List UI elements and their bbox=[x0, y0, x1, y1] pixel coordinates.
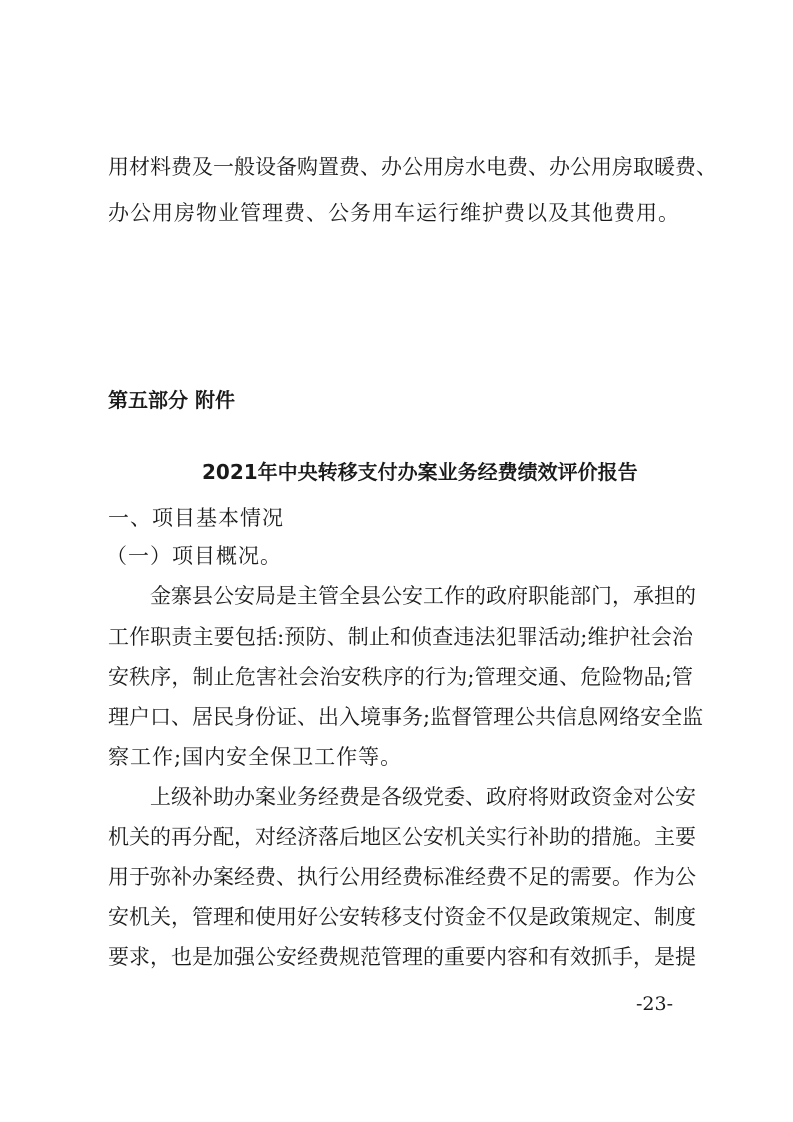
subsection-heading: （一）项目概况。 bbox=[106, 544, 282, 568]
report-title: 2021年中央转移支付办案业务经费绩效评价报告 bbox=[202, 460, 638, 484]
continuation-line-2: 办公用房物业管理费、公务用车运行维护费以及其他费用。 bbox=[108, 201, 680, 225]
part-heading: 第五部分 附件 bbox=[108, 388, 235, 412]
paragraph2-line-4: 安机关，管理和使用好公安转移支付资金不仅是政策规定、制度 bbox=[108, 905, 696, 929]
paragraph1-line-5: 察工作;国内安全保卫工作等。 bbox=[108, 745, 403, 769]
paragraph1-line-1: 金寨县公安局是主管全县公安工作的政府职能部门，承担的 bbox=[150, 584, 696, 608]
paragraph2-line-1: 上级补助办案业务经费是各级党委、政府将财政资金对公安 bbox=[150, 785, 696, 809]
paragraph2-line-3: 用于弥补办案经费、执行公用经费标准经费不足的需要。作为公 bbox=[108, 865, 696, 889]
paragraph1-line-2: 工作职责主要包括:预防、制止和侦查违法犯罪活动;维护社会治 bbox=[108, 625, 693, 649]
paragraph1-line-3: 安秩序，制止危害社会治安秩序的行为;管理交通、危险物品;管 bbox=[108, 665, 693, 689]
paragraph1-line-4: 理户口、居民身份证、出入境事务;监督管理公共信息网络安全监 bbox=[108, 705, 704, 729]
continuation-line-1: 用材料费及一般设备购置费、办公用房水电费、办公用房取暖费、 bbox=[108, 155, 717, 179]
paragraph2-line-2: 机关的再分配，对经济落后地区公安机关实行补助的措施。主要 bbox=[108, 825, 696, 849]
section-heading: 一、项目基本情况 bbox=[108, 506, 284, 530]
paragraph2-line-5: 要求，也是加强公安经费规范管理的重要内容和有效抓手，是提 bbox=[108, 945, 696, 969]
page-number: -23- bbox=[636, 993, 674, 1015]
